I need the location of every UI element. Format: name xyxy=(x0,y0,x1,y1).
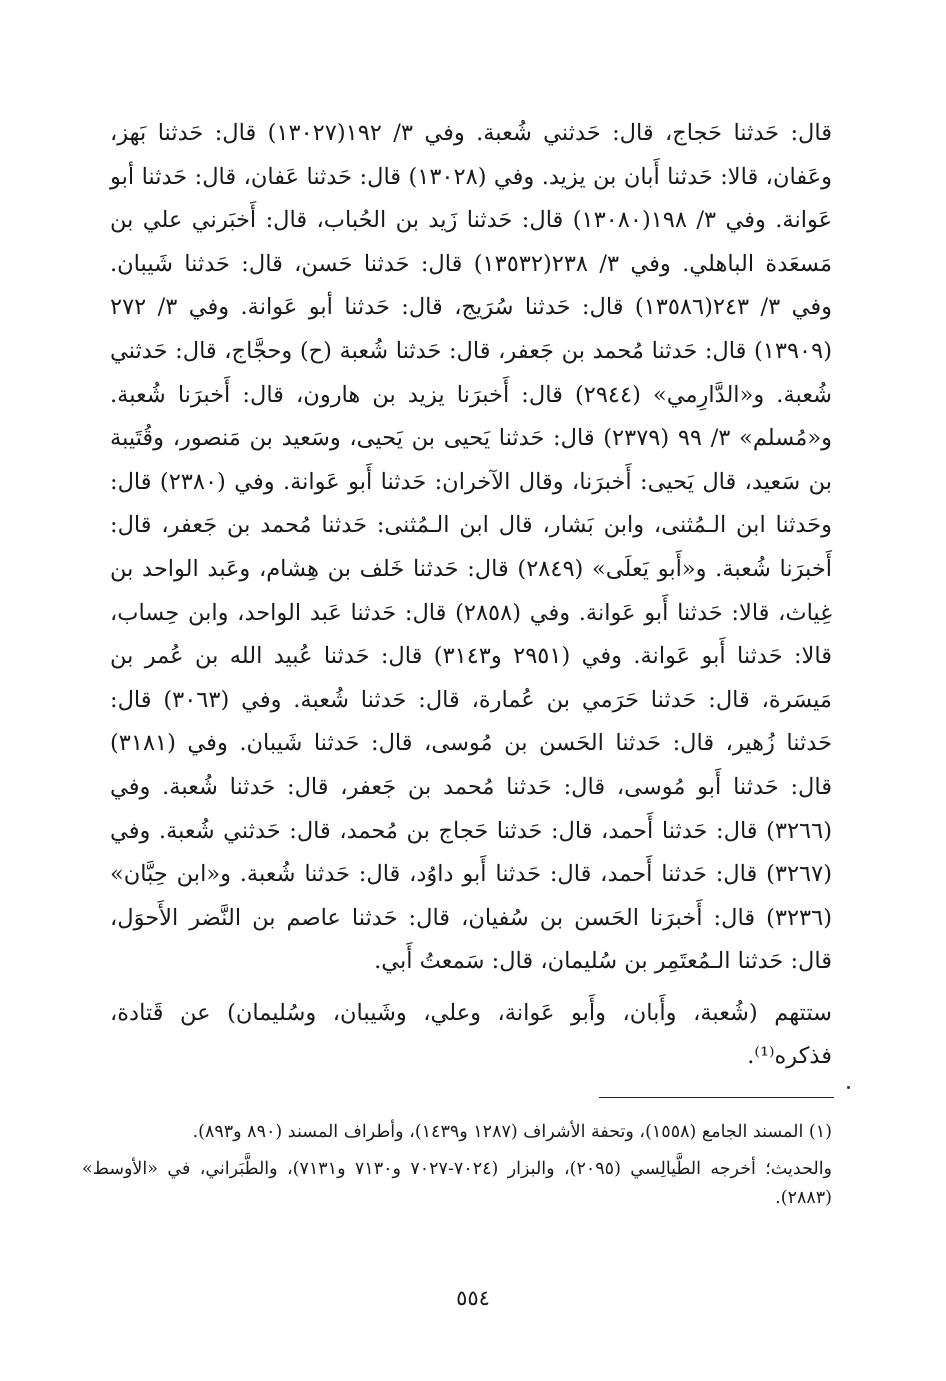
footnote-1-continued: والحديث؛ أخرجه الطَّيالِسي (٢٠٩٥)، والبزار (٧٠٢٤-٧٠٢٧ و٧١٣٠ و٧١٣١)، والطَّبَراني، في «الأوسط» (٢٨٨٣). xyxy=(82,1159,833,1208)
footnote-1: (١) المسند الجامع (١٥٥٨)، وتحفة الأشراف (١٢٨٧ و١٤٣٩)، وأطراف المسند (٨٩٠ و٨٩٣). xyxy=(192,1122,832,1142)
main-text-body xyxy=(110,112,832,1079)
margin-dot xyxy=(847,1086,850,1089)
footnote-separator-line xyxy=(599,1097,834,1098)
footnotes-section xyxy=(82,1118,832,1213)
paragraph-isnad-chains: قال: حَدثنا حَجاج، قال: حَدثني شُعبة. وفي ٣/ ١٩٢(١٣٠٢٧) قال: حَدثنا بَهز، وعَفان، قالا: حَدثنا أَبان بن يزيد. وفي (١٣٠٢٨) قال: حَدثنا عَفان، قال: حَدثنا أبو عَوانة. وفي ٣/ ١٩٨(١٣٠٨٠) قال: حَدثنا زَيد بن الحُباب، قال: أَخبَرني علي بن مَسعَدة الباهلي. وفي ٣/ ٢٣٨(١٣٥٣٢) قال: حَدثنا حَسن، قال: حَدثنا شَيبان. وفي ٣/ ٢٤٣(١٣٥٨٦) قال: حَدثنا سُرَيج، قال: حَدثنا أبو عَوانة. وفي ٣/ ٢٧٢ (١٣٩٠٩) قال: حَدثنا مُحمد بن جَعفر، قال: حَدثنا شُعبة (ح) وحجَّاج، قال: حَدثني شُعبة. و«الدَّارِمي» (٢٩٤٤) قال: أَخبرَنا يزيد بن هارون، قال: أَخبرَنا شُعبة. و«مُسلم» ٣/ ٩٩ (٢٣٧٩) قال: حَدثنا يَحيى بن يَحيى، وسَعيد بن مَنصور، وقُتَيبة بن سَعيد، قال يَحيى: أَخبرَنا، وقال الآخران: حَدثنا أَبو عَوانة. وفي (٢٣٨٠) قال: وحَدثنا ابن الـمُثنى، وابن بَشار، قال ابن الـمُثنى: حَدثنا مُحمد بن جَعفر، قال: أَخبرَنا شُعبة. و«أَبو يَعلَى» (٢٨٤٩) قال: حَدثنا خَلف بن هِشام، وعَبد الواحد بن غِياث، قالا: حَدثنا أَبو عَوانة. وفي (٢٨٥٨) قال: حَدثنا عَبد الواحد، وابن حِساب، قالا: حَدثنا أَبو عَوانة. وفي (٢٩٥١ و٣١٤٣) قال: حَدثنا عُبيد الله بن عُمر بن مَيسَرة، قال: حَدثنا حَرَمي بن عُمارة، قال: حَدثنا شُعبة. وفي (٣٠٦٣) قال: حَدثنا زُهير، قال: حَدثنا الحَسن بن مُوسى، قال: حَدثنا شَيبان. وفي (٣١٨١) قال: حَدثنا أَبو مُوسى، قال: حَدثنا مُحمد بن جَعفر، قال: حَدثنا شُعبة. وفي (٣٢٦٦) قال: حَدثنا أَحمد، قال: حَدثنا حَجاج بن مُحمد، قال: حَدثني شُعبة. وفي (٣٢٦٧) قال: حَدثنا أَحمد، قال: حَدثنا أَبو داوُد، قال: حَدثنا شُعبة. و«ابن حِبَّان» (٣٢٣٦) قال: أَخبرَنا الحَسن بن سُفيان، قال: حَدثنا عاصم بن النَّضر الأَحوَل، قال: حَدثنا الـمُعتَمِر بن سُليمان، قال: سَمعتُ أَبي. xyxy=(110,120,833,975)
page-number: ٥٥٤ xyxy=(456,1286,490,1310)
paragraph-conclusion: ستتهم (شُعبة، وأَبان، وأَبو عَوانة، وعلي، وشَيبان، وسُليمان) عن قَتادة، فذكره⁽¹⁾. xyxy=(110,999,832,1070)
